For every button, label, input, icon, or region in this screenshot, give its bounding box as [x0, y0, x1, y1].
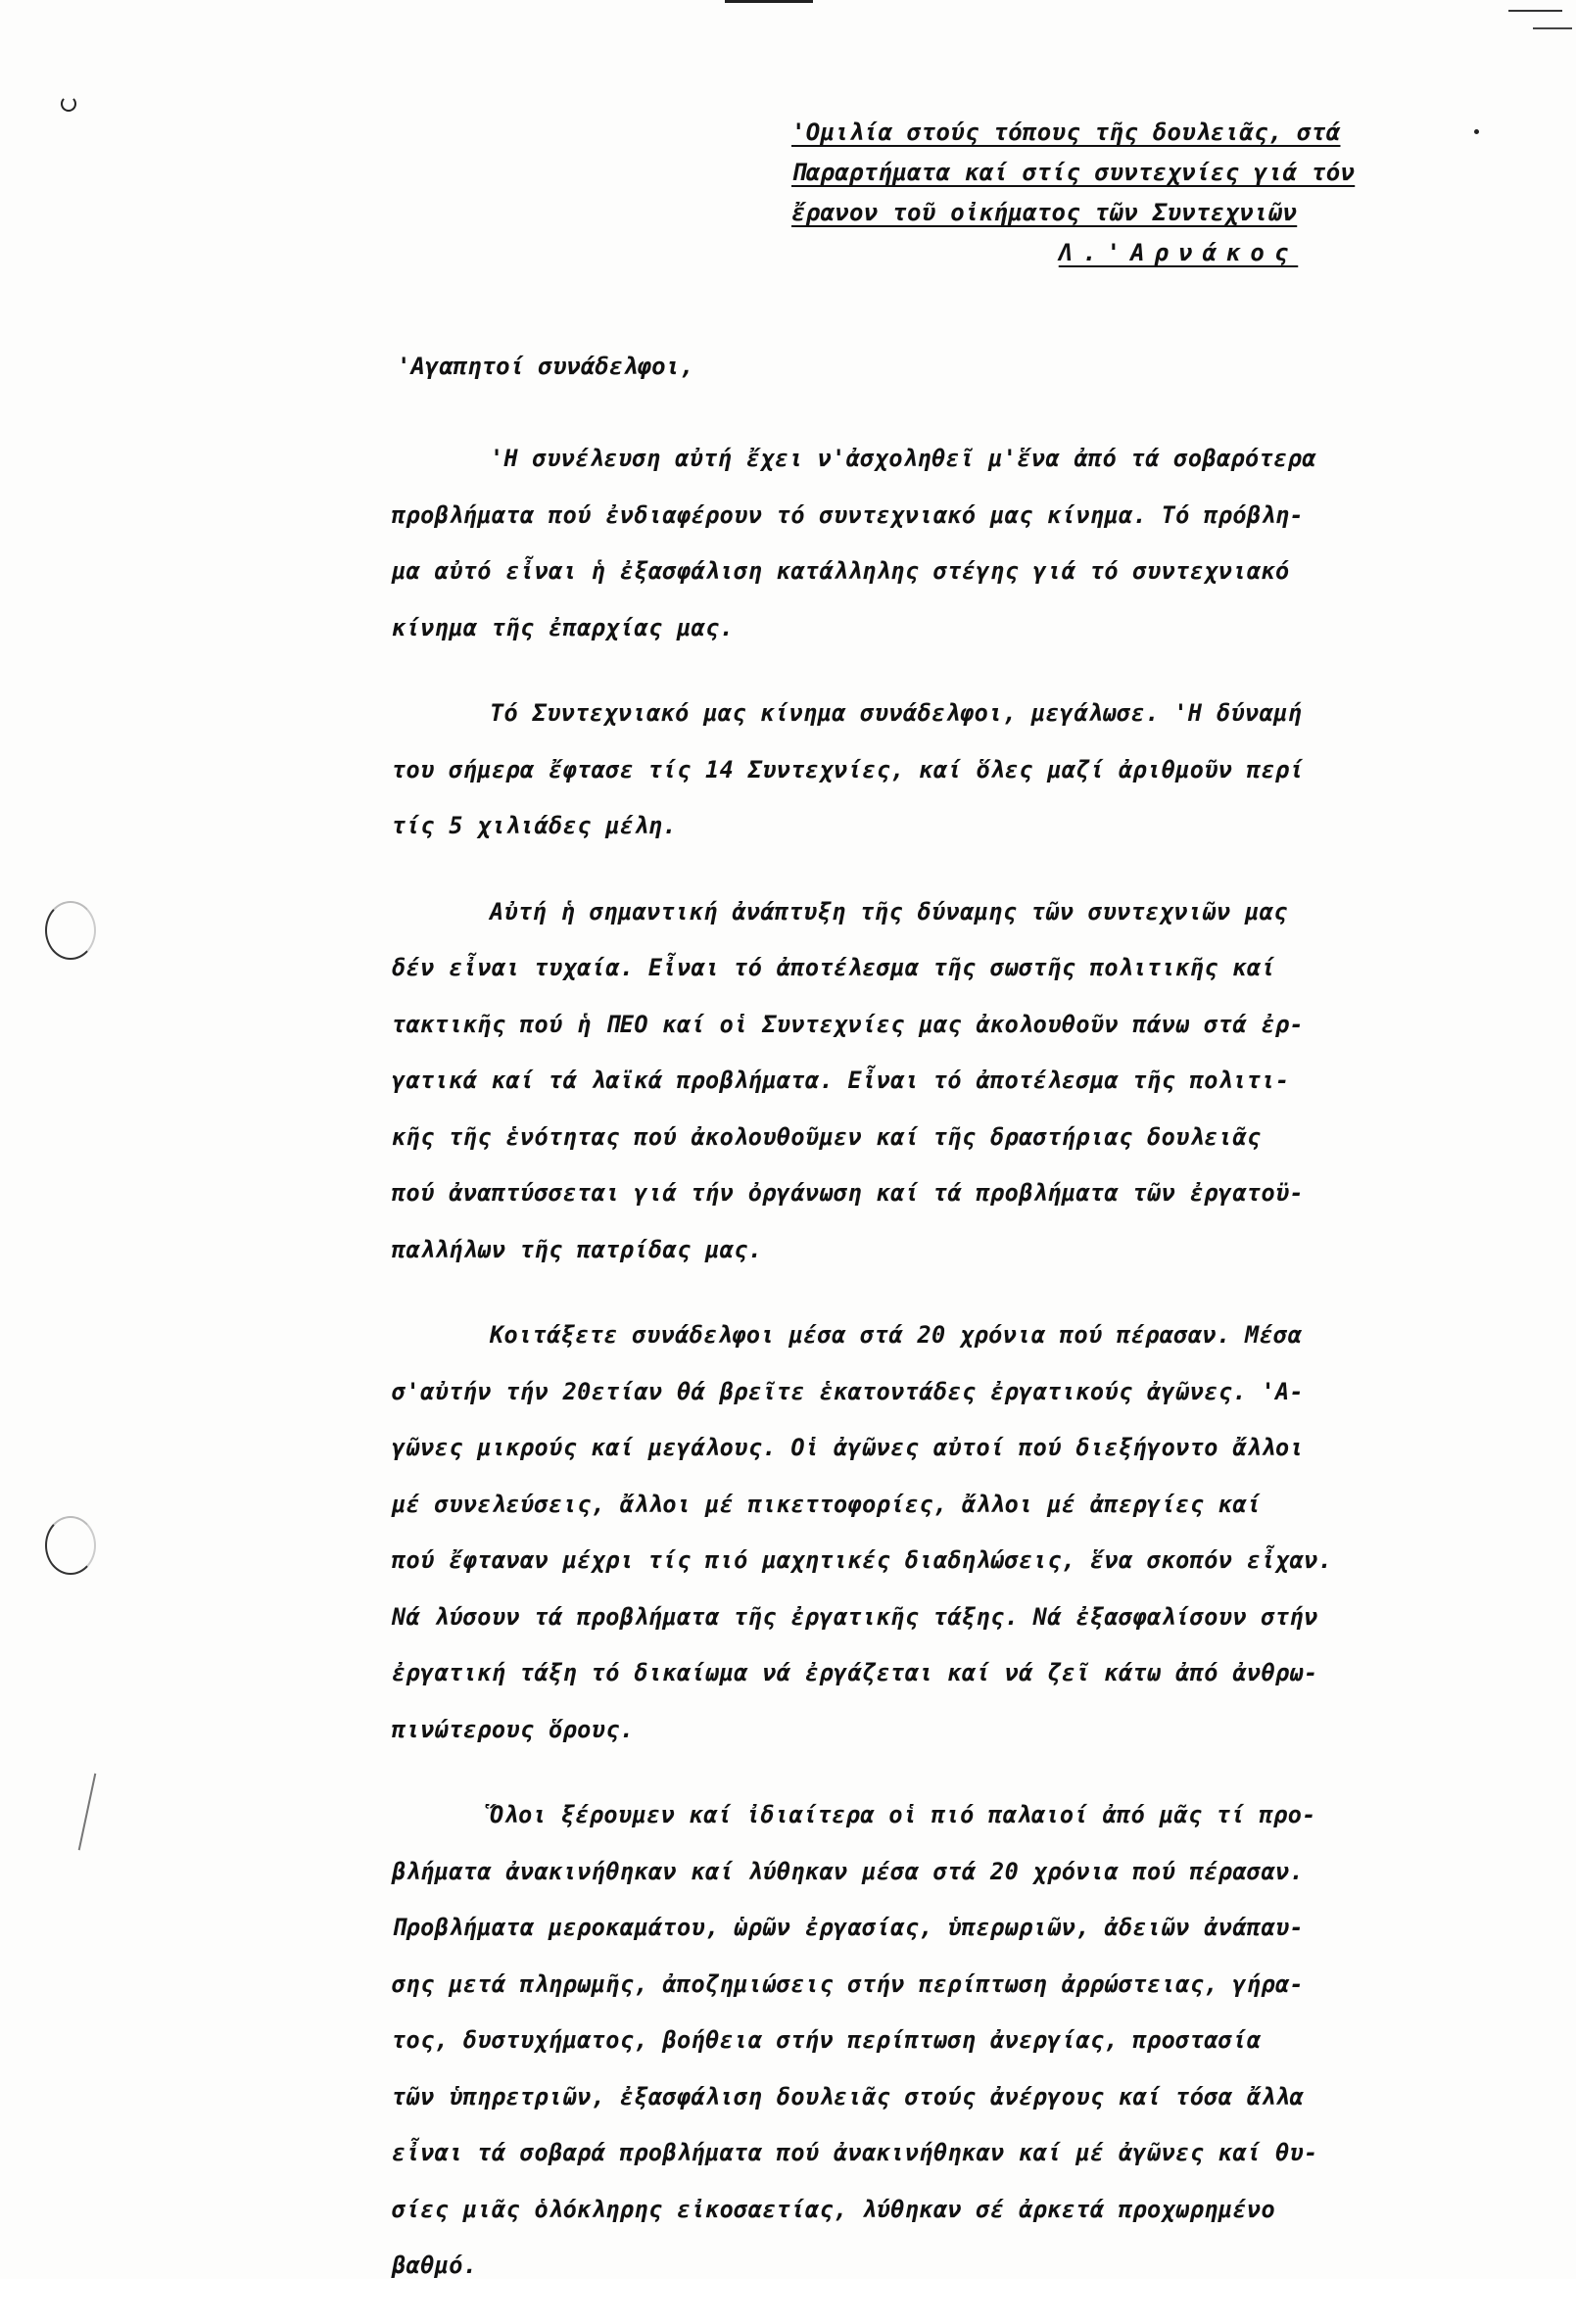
- paragraph: [392, 1787, 1489, 2295]
- paragraph-line: Ὅλοι ξέρουμεν καί ἰδιαίτερα οἱ πιό παλαιοί ἀπό μᾶς τί προ-: [490, 1801, 1316, 1828]
- paragraph-line: Νά λύσουν τά προβλήματα τῆς ἐργατικῆς τάξης. Νά ἐξασφαλίσουν στήν: [392, 1602, 1318, 1631]
- paragraph-line: Προβλήματα μεροκαμάτου, ὡρῶν ἐργασίας, ὑπερωριῶν, ἀδειῶν ἀνάπαυ-: [392, 1914, 1305, 1941]
- heading-line: 'Ομιλία στούς τόπους τῆς δουλειᾶς, στά: [791, 119, 1341, 146]
- greeting: 'Αγαπητοί συνάδελφοι,: [397, 353, 694, 380]
- paragraph-line: μα αὐτό εἶναι ἡ ἐξασφάλιση κατάλληλης στέγης γιά τό συντεχνιακό: [392, 557, 1290, 585]
- paragraph-line: κίνημα τῆς ἐπαρχίας μας.: [392, 613, 735, 641]
- paragraph-line: βαθμό.: [392, 2252, 478, 2279]
- paragraph-line: 'Η συνέλευση αὐτή ἔχει ν'ἀσχοληθεῖ μ'ἕνα ἀπό τά σοβαρότερα: [490, 445, 1316, 472]
- paragraph: [392, 1307, 1489, 1758]
- paragraph: [392, 686, 1489, 855]
- paragraph-line: τῶν ὑπηρετριῶν, ἐξασφάλιση δουλειᾶς στούς ἀνέργους καί τόσα ἄλλα: [392, 2082, 1305, 2111]
- scan-mark: [1533, 27, 1572, 29]
- paragraph-line: γατικά καί τά λαϊκά προβλήματα. Εἶναι τό ἀποτέλεσμα τῆς πολιτι-: [392, 1067, 1290, 1094]
- paragraph-line: κῆς τῆς ἑνότητας πού ἀκολουθοῦμεν καί τῆς δραστήριας δουλειᾶς: [392, 1122, 1262, 1151]
- paragraph-line: σίες μιᾶς ὁλόκληρης εἰκοσαετίας, λύθηκαν σέ ἀρκετά προχωρημένο: [392, 2195, 1275, 2223]
- document-body: [392, 431, 1489, 2324]
- heading-line: ἔρανον τοῦ οἰκήματος τῶν Συντεχνιῶν: [791, 199, 1298, 226]
- paragraph-line: πού ἀναπτύσσεται γιά τήν ὀργάνωση καί τά προβλήματα τῶν ἐργατοϋ-: [392, 1179, 1305, 1207]
- paragraph-line: παλλήλων τῆς πατρίδας μας.: [392, 1235, 763, 1263]
- paragraph-line: Αὐτή ἡ σημαντική ἀνάπτυξη τῆς δύναμης τῶν συντεχνιῶν μας: [490, 897, 1288, 925]
- paragraph-line: σ'αὐτήν τήν 20ετίαν θά βρεῖτε ἑκατοντάδες ἐργατικούς ἀγῶνες. 'Α-: [392, 1377, 1305, 1405]
- paragraph-line: τος, δυστυχήματος, βοήθεια στήν περίπτωση ἀνεργίας, προστασία: [392, 2026, 1262, 2054]
- paragraph-line: πινώτερους ὅρους.: [392, 1715, 635, 1743]
- paragraph-line: του σήμερα ἔφτασε τίς 14 Συντεχνίες, καί ὅλες μαζί ἀριθμοῦν περί: [392, 755, 1305, 783]
- paragraph-line: τακτικῆς πού ἡ ΠΕΟ καί οἱ Συντεχνίες μας ἀκολουθοῦν πάνω στά ἐρ-: [392, 1010, 1305, 1038]
- paragraph-line: μέ συνελεύσεις, ἄλλοι μέ πικεττοφορίες, ἄλλοι μέ ἀπεργίες καί: [392, 1490, 1262, 1518]
- scan-mark: [1508, 10, 1562, 12]
- punch-hole: [45, 1516, 96, 1575]
- paragraph-line: γῶνες μικρούς καί μεγάλους. Οἱ ἀγῶνες αὐτοί πού διεξήγοντο ἄλλοι: [392, 1434, 1305, 1461]
- heading-line: Παραρτήματα καί στίς συντεχνίες γιά τόν: [791, 159, 1356, 186]
- author-name: Λ.'Αρνάκος: [1058, 239, 1299, 266]
- paragraph-line: σης μετά πληρωμῆς, ἀποζημιώσεις στήν περίπτωση ἀρρώστειας, γήρα-: [392, 1969, 1305, 1998]
- document-heading: [791, 113, 1467, 273]
- paragraph-line: τίς 5 χιλιάδες μέλη.: [392, 812, 677, 839]
- paragraph: [392, 884, 1489, 1279]
- paragraph-line: προβλήματα πού ἐνδιαφέρουν τό συντεχνιακό μας κίνημα. Τό πρόβλη-: [392, 500, 1305, 529]
- scan-mark: [78, 1774, 97, 1851]
- paragraph-line: δέν εἶναι τυχαία. Εἶναι τό ἀποτέλεσμα τῆς σωστῆς πολιτικῆς καί: [392, 954, 1275, 981]
- paragraph-line: πού ἔφταναν μέχρι τίς πιό μαχητικές διαδηλώσεις, ἕνα σκοπόν εἶχαν.: [392, 1546, 1333, 1574]
- paragraph-line: εἶναι τά σοβαρά προβλήματα πού ἀνακινήθηκαν καί μέ ἀγῶνες καί θυ-: [392, 2139, 1318, 2166]
- punch-hole: [45, 901, 96, 960]
- paragraph: [392, 431, 1489, 656]
- scan-mark: [725, 0, 813, 3]
- scan-mark: [1474, 129, 1479, 134]
- paragraph-line: βλήματα ἀνακινήθηκαν καί λύθηκαν μέσα στά 20 χρόνια πού πέρασαν.: [392, 1857, 1305, 1885]
- paragraph-line: Κοιτάξετε συνάδελφοι μέσα στά 20 χρόνια πού πέρασαν. Μέσα: [490, 1321, 1303, 1349]
- scan-mark: [61, 96, 76, 112]
- paragraph-line: ἐργατική τάξη τό δικαίωμα νά ἐργάζεται καί νά ζεῖ κάτω ἀπό ἀνθρω-: [392, 1659, 1318, 1686]
- paragraph-line: Τό Συντεχνιακό μας κίνημα συνάδελφοι, μεγάλωσε. 'Η δύναμή: [490, 699, 1303, 727]
